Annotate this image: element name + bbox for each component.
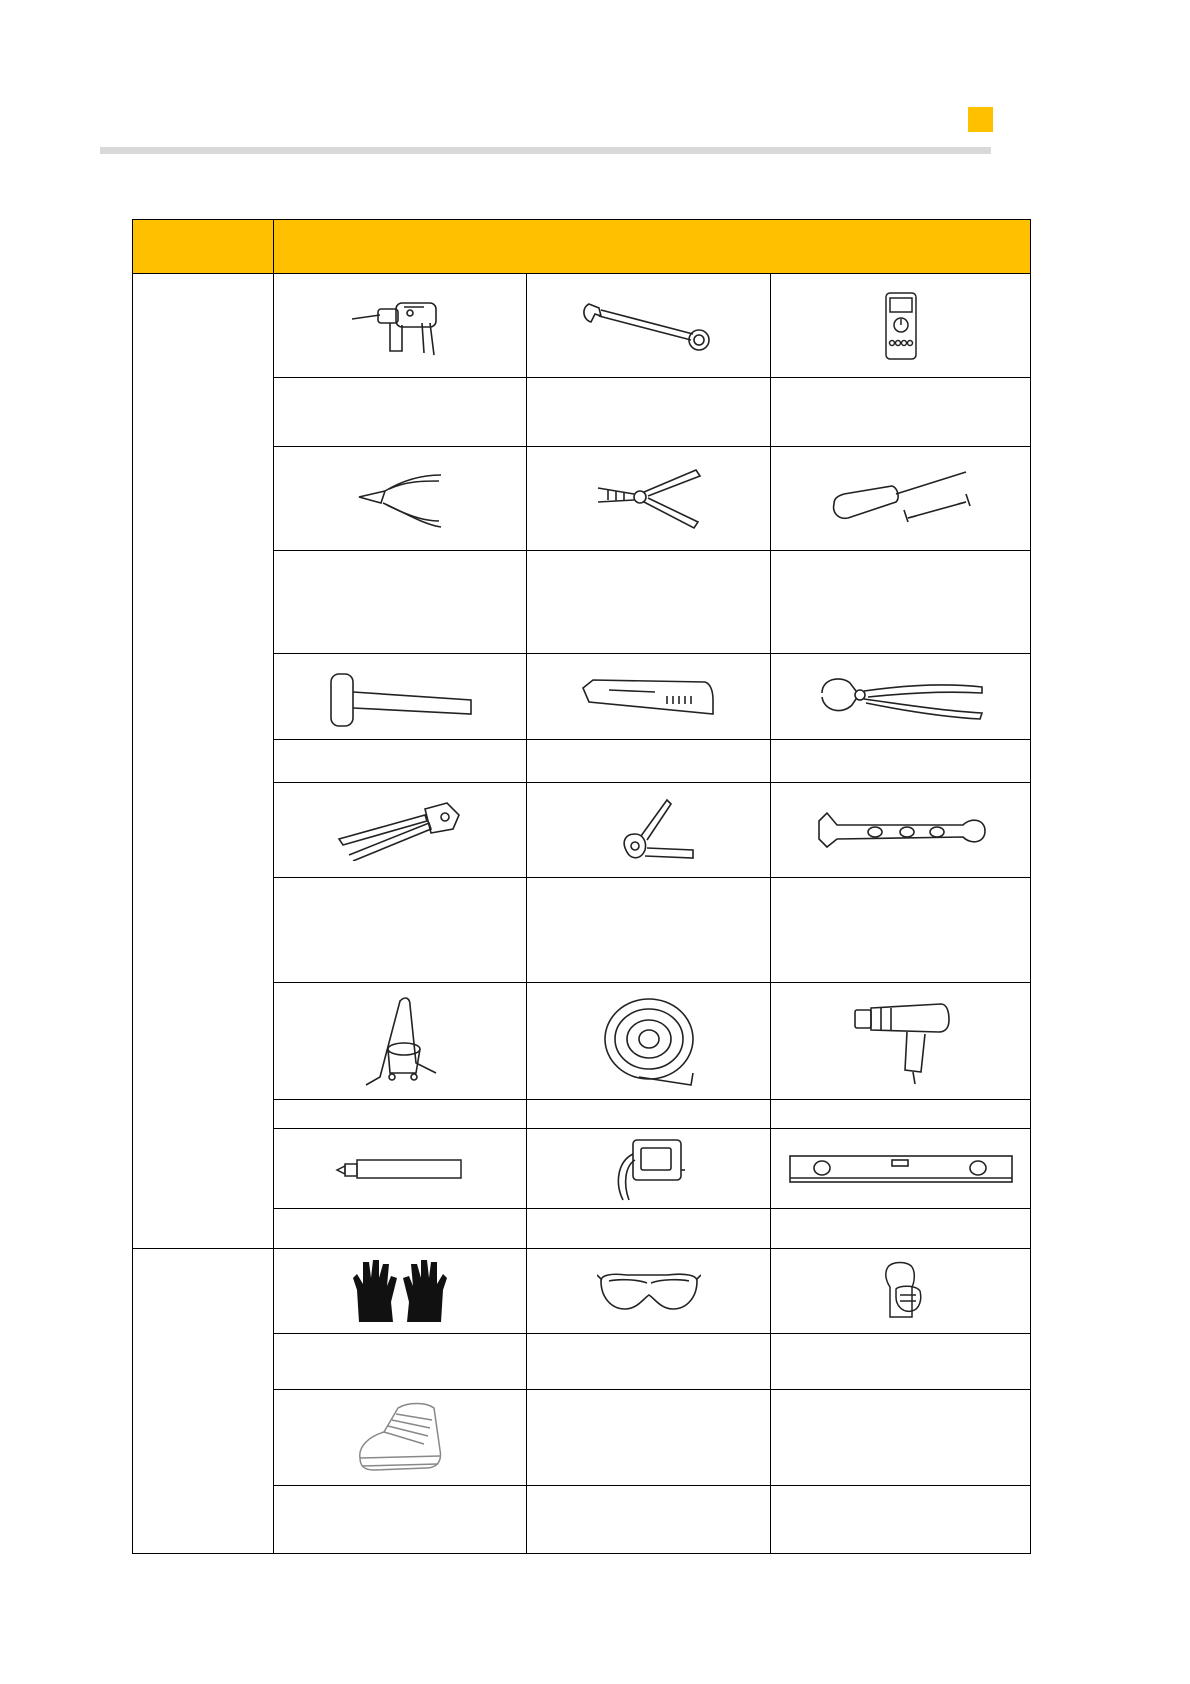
tool-label (527, 740, 771, 783)
table-header-row (133, 220, 1031, 274)
screwdriver-icon (771, 447, 1031, 551)
combination-wrench-icon (527, 274, 771, 378)
empty-cell (771, 1390, 1031, 1486)
tool-label (527, 1334, 771, 1390)
accent-square (968, 107, 993, 132)
heat-shrink-tubing-icon (527, 983, 771, 1100)
safety-shoes-icon (274, 1390, 527, 1486)
tool-label (527, 1209, 771, 1249)
connector-spanner-icon (771, 783, 1031, 878)
tool-label (274, 1486, 527, 1554)
safety-goggles-icon (527, 1249, 771, 1334)
tool-label (527, 378, 771, 447)
tool-label (274, 1209, 527, 1249)
protective-gloves-icon (274, 1249, 527, 1334)
utility-knife-icon (527, 654, 771, 740)
tool-label (771, 878, 1031, 983)
marker-icon (274, 1129, 527, 1209)
multimeter-icon (771, 274, 1031, 378)
tool-label (274, 1100, 527, 1129)
tool-label (274, 1334, 527, 1390)
vacuum-cleaner-icon (274, 983, 527, 1100)
category-protective-equipment (133, 1249, 274, 1554)
header-tools-cell (274, 220, 1031, 274)
diagonal-pliers-icon (274, 447, 527, 551)
category-installation-tools (133, 274, 274, 1249)
tool-label (274, 878, 527, 983)
tool-label (527, 878, 771, 983)
tool-label (771, 1334, 1031, 1390)
tools-table (132, 219, 1031, 1554)
tool-label (527, 551, 771, 654)
tool-label (771, 1486, 1031, 1554)
crimping-tool-icon (274, 783, 527, 878)
tool-label (274, 378, 527, 447)
wire-stripper-icon (527, 447, 771, 551)
tool-label (527, 1486, 771, 1554)
tape-measure-icon (527, 1129, 771, 1209)
ferrule-crimper-icon (527, 783, 771, 878)
tool-label (771, 551, 1031, 654)
tool-label (274, 551, 527, 654)
header-rule (100, 147, 991, 154)
rubber-mallet-icon (274, 654, 527, 740)
empty-cell (527, 1390, 771, 1486)
tool-label (771, 1100, 1031, 1129)
hammer-drill-icon (274, 274, 527, 378)
tool-label (274, 740, 527, 783)
tool-label (771, 1209, 1031, 1249)
dust-mask-icon (771, 1249, 1031, 1334)
image-row (133, 274, 1031, 378)
image-row (133, 1249, 1031, 1334)
tool-label (771, 378, 1031, 447)
tool-label (771, 740, 1031, 783)
header-type-cell (133, 220, 274, 274)
tool-label (527, 1100, 771, 1129)
cable-cutter-icon (771, 654, 1031, 740)
spirit-level-icon (771, 1129, 1031, 1209)
heat-gun-icon (771, 983, 1031, 1100)
